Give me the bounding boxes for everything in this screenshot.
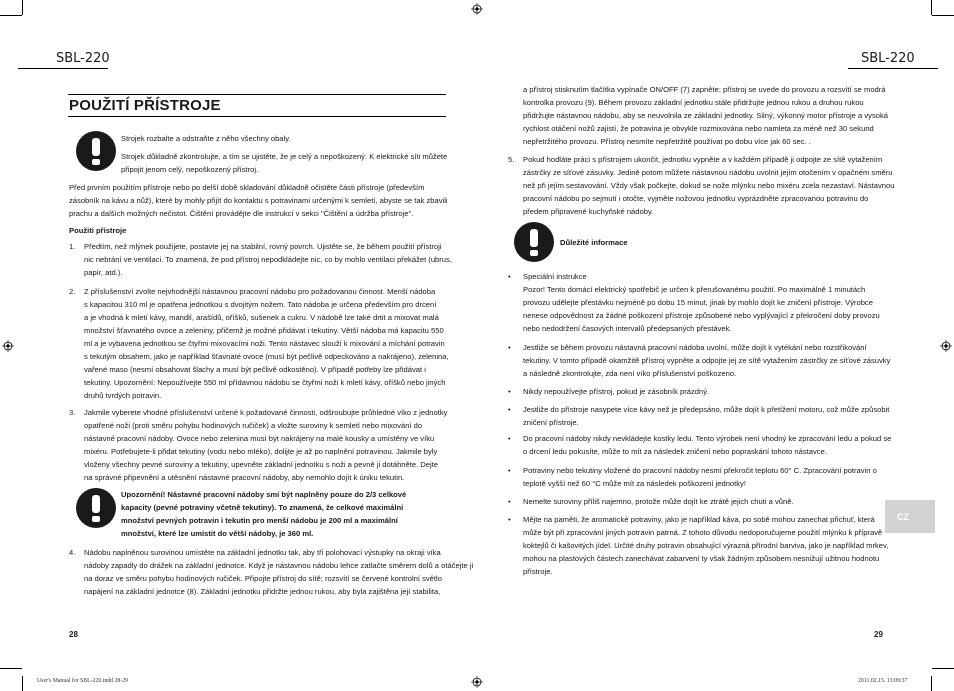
bullet-line: Pozor! Tento domácí elektrický spotřebič je určen k přerušovanému použití. Po maximálně 1 minutách xyxy=(523,285,866,294)
step-line: papír, atd.). xyxy=(84,268,123,277)
warning-line: kapacity (pevné potraviny včetně tekutiny). To znamená, že celkové maximální xyxy=(121,503,404,512)
step-line: nástavné pracovní nádoby. Ovoce nebo zelenina musí být nakrájeny na malé kousky a umístěny ve víku xyxy=(84,434,435,443)
step-line: s tekutým obsahem, jako je například šťavnaté ovoce (musí být pečlivě odpeckováno a nakrájeno), zelenina, xyxy=(84,352,449,361)
bullet-line: Jestliže se během provozu nástavná pracovní nádoba uvolní, může dojít k vytékání nebo rozstřikování xyxy=(523,343,867,352)
bullet: • xyxy=(508,434,511,443)
bullet-line: zničení přístroje. xyxy=(523,418,579,427)
bullet: • xyxy=(508,387,511,396)
step-number: 2. xyxy=(69,287,76,296)
intro-line: Strojek rozbalte a odstraňte z něho všechny obaly. xyxy=(121,134,291,143)
registration-mark-icon xyxy=(471,3,483,15)
registration-mark-icon xyxy=(471,676,483,688)
model-name-right: SBL-220 xyxy=(861,51,915,66)
step-line: Předtím, než mlýnek použijete, postavte jej na stabilní, rovný povrch. Ujistěte se, že během použití přístroji xyxy=(84,242,442,251)
model-name-left: SBL-220 xyxy=(56,51,110,66)
bullet-line: tekutiny. V tomto případě okamžitě přístroj vypněte a odpojte jej ze sítě vytažením zástrčky ze síťové zásuvky xyxy=(523,356,891,365)
step-line: ml a je vybavena jednotkou se čtyřmi mixovacími noži. Tento nástavec slouží k mixování a míchání potravin xyxy=(84,339,445,348)
bullet-line: a následně zkontrolujte, zda není víko příslušenství poškozeno. xyxy=(523,369,737,378)
warning-icon xyxy=(76,131,116,171)
step-line: s kapacitou 310 ml je opatřena jednotkou s dvojitým nožem. Tato nádoba je určena především pro drcení xyxy=(84,300,437,309)
bullet-line: přístroje. xyxy=(523,567,553,576)
step-line: Pokud hodláte práci s přístrojem ukončit, jednotku vypněte a v každém případě ji odpojte ze sítě vytažením xyxy=(523,155,883,164)
warning-icon xyxy=(76,488,116,528)
warning-line: množství, které lze umístit do větší nádoby, je 360 ml. xyxy=(121,529,314,538)
step-line: napájení na základní jednotce (8). Základní jednotku přidržte jednou rukou, aby byla zajištěna její stabilita, xyxy=(84,587,441,596)
bullet-line: provozu udělejte přestávku nejméně po dobu 15 minut, jinak by mohlo dojít ke zničení přístroje. Výrobce xyxy=(523,298,873,307)
bullet-line: Nikdy nepoužívejte přístroj, pokud je zásobník prázdný. xyxy=(523,387,710,396)
warning-icon xyxy=(514,222,554,262)
bullet-line: koktejlů či kašovitých jídel. Určité druhy potravin obsahující výrazná přírodní barviva, jako je například mrkev, xyxy=(523,541,889,550)
footer-file-info: User's Manual for SBL-220.indd 28-29 xyxy=(37,678,129,684)
registration-mark-icon xyxy=(940,340,952,352)
step-line: pracovní nádobu po sejmutí i otočte, vyjměte nožovou jednotku vyprázdněte zpracovanou potravinu do xyxy=(523,194,869,203)
registration-mark-icon xyxy=(2,340,14,352)
step-number: 3. xyxy=(69,408,76,417)
warning-line: Upozornění! Nástavné pracovní nádoby smí být naplněny pouze do 2/3 celkové xyxy=(121,490,407,499)
bullet-line: teplotě vyšší než 60 °C může mít za následek poškození jednotky! xyxy=(523,479,746,488)
step-number: 1. xyxy=(69,242,76,251)
intro-line: připojit jenom celý, nepoškozený přístroj. xyxy=(121,165,259,174)
crop-mark xyxy=(932,668,954,669)
page-number-right: 29 xyxy=(874,630,883,639)
step-line: vařené maso (nesmí obsahovat šlachy a musí být pečlivě odkostěno). V případě potřeby lze přidávat i xyxy=(84,365,426,374)
bullet-line: o drcení ledu pokusíte, může to mít za následek zničení nebo popraskání tohoto nástavce. xyxy=(523,447,827,456)
crop-mark xyxy=(0,668,22,669)
header-rule-right xyxy=(848,68,938,69)
continued-line: kontrolka provozu (9). Během provozu základní jednotku stále přidržujte jednou rukou a druhou rukou xyxy=(523,98,864,107)
crop-mark xyxy=(0,15,22,16)
step-line: a je vhodná k mletí kávy, mandlí, arašídů, oříšků, sušenek a cukru. V nádobě lze také drtit a mixovat malá xyxy=(84,313,439,322)
important-heading: Důležité informace xyxy=(560,238,628,247)
bullet-line: Mějte na paměti, že aromatické potraviny, jako je například káva, po sobě mohou zanechat přichuť, která xyxy=(523,515,875,524)
bullet: • xyxy=(508,497,511,506)
step-line: zástrčky ze síťové zásuvky. Jedině potom můžete nástavnou nádobu uvolnit jejím otočením v opačném směru xyxy=(523,168,893,177)
usage-heading: Použití přístroje xyxy=(69,226,127,235)
header-rule-left xyxy=(18,68,108,69)
bullet-line: Potraviny nebo tekutiny vložené do pracovní nádoby nesmí překročit teplotu 60° C. Zpracování potravin o xyxy=(523,466,877,475)
continued-line: a přístroj stisknutím tlačítka vypínače ON/OFF (7) zapněte; přístroj se uvede do provozu a rozsvítí se modrá xyxy=(523,85,886,94)
step-line: na správné připevnění a utěsnění nástavné pracovní nádoby, aby nemohlo dojít k úniku tekutin. xyxy=(84,473,405,482)
bullet-line: Do pracovní nádoby nikdy nevkládejte kostky ledu. Tento výrobek není vhodný ke zpracování ledu a pokud se xyxy=(523,434,892,443)
bullet: • xyxy=(508,272,511,281)
bullet: • xyxy=(508,405,511,414)
step-line: druhů tvrdých potravin. xyxy=(84,391,162,400)
step-line: vloženy všechny pevné suroviny a tekutiny, upevněte základní jednotku s noži a pevně ji dotáhněte. Dejte xyxy=(84,460,439,469)
before-use-line: zásobník na kávu a nůž), které by mohly přijít do kontaktu s potravinami určenými k semletí, abyste se tak zbavili xyxy=(69,196,448,205)
step-line: množství šťavnatého ovoce a zeleniny, přičemž je možné přidávat i tekutiny. Větší nádoba má kapacitu 550 xyxy=(84,326,444,335)
bullet-line: Jestliže do přístroje nasypete více kávy než je předepsáno, může dojít k přetížení motoru, což může způsobit xyxy=(523,405,890,414)
crop-mark xyxy=(931,676,932,691)
bullet: • xyxy=(508,466,511,475)
crop-mark xyxy=(22,676,23,691)
before-use-line: Před prvním použitím přístroje nebo po delší době skladování důkladně očistěte části přístroje (především xyxy=(69,183,425,192)
bullet-line: Nemelte suroviny příliš najemno, protože může dojít ke ztrátě jejich chuti a vůně. xyxy=(523,497,794,506)
crop-mark xyxy=(22,0,23,15)
crop-mark xyxy=(932,15,954,16)
page-title: POUŽITÍ PŘÍSTROJE xyxy=(69,97,221,114)
step-line: nádoby zapadly do drážek na základní jednotce. Když je nástavnou nádobu lehce zatlačte směrem dolů a otáčejte ji xyxy=(84,561,474,570)
bullet-line: mohou na plastových částech zanechávat zabarvení ty však žádným způsobem nesnižují užitnou hodnotu xyxy=(523,554,880,563)
continued-line: nepřetržitého provozu. Přístroj nesmíte nepřetržitě používat po dobu více jak 60 sec. . xyxy=(523,137,811,146)
step-line: na doraz ve směru pohybu hodinových ručiček. Připojte přístroj do sítě; rozsvítí se červené kontrolní světlo xyxy=(84,574,442,583)
page-number-left: 28 xyxy=(69,630,78,639)
warning-line: množství pevných potravin i tekutin pro menší nádobu je 200 ml a maximální xyxy=(121,516,398,525)
continued-line: přidržujte nástavnou nádobu, aby se neuvolnila ze základní jednotky. Silný, výkonný motor přístroje a vysoká xyxy=(523,111,888,120)
bullet-line: nenese odpovědnost za žádné poškození přístroje způsobené nebo vyplývající z překročení doby provozu xyxy=(523,311,880,320)
bullet-line: může být při zpracování jiných potravin patrná. Z tohoto důvodu nedoporučujeme použití mlýnku k přípravě xyxy=(523,528,883,537)
step-number: 5. xyxy=(508,155,515,164)
step-line: Jakmile vyberete vhodné příslušenství určené k požadované činnosti, odšroubujte průhledné víko z jednotky xyxy=(84,408,448,417)
title-rule-bottom xyxy=(68,116,446,117)
step-line: než při jejím sestavování. Vždy však počkejte, dokud se nože mlýnku nebo mixéru zcela nezastaví. Nástavnou xyxy=(523,181,895,190)
intro-line: Strojek důkladně zkontrolujte, a tím se ujistěte, že je celý a nepoškozený. K elektrické síti můžete xyxy=(121,152,448,161)
title-rule-top xyxy=(68,94,446,95)
crop-mark xyxy=(931,0,932,15)
step-line: Z příslušenství zvolte nejvhodnější nástavnou pracovní nádobu pro požadovanou činnost. Menší nádoba xyxy=(84,287,436,296)
step-number: 4. xyxy=(69,548,76,557)
step-line: předem připravené kuchyňské nádoby. xyxy=(523,207,654,216)
bullet: • xyxy=(508,515,511,524)
footer-timestamp: 2011.02.15. 13:09:37 xyxy=(858,678,908,684)
bullet-line: nebo nedodržení časových intervalů předepsaných přestávek. xyxy=(523,324,732,333)
step-line: nic nebrání ve ventilaci. To znamená, že pod přístroj nepodkládejte nic, co by mohlo ventilaci překážet (ubrus, xyxy=(84,255,452,264)
bullet-line: Speciální instrukce xyxy=(523,272,587,281)
continued-line: rychlost otáčení nožů zajistí, že potravina je obvykle rozmixována nebo namleta za méně než 30 sekund xyxy=(523,124,874,133)
bullet: • xyxy=(508,343,511,352)
step-line: Nádobu naplněnou surovinou umístěte na základní jednotku tak, aby tři polohovací výstupky na okraji víka xyxy=(84,548,441,557)
before-use-line: prachu a dalších možných nečistot. Čištění provádějte dle instrukcí v sekci "Čištění a údržba přístroje". xyxy=(69,209,414,218)
step-line: mixéru. Potřebujete-li přidat tekutiny (vodu nebo mléko), dolijte je až po naplnění potravinou. Jakmile byly xyxy=(84,447,438,456)
language-tab-cz: CZ xyxy=(885,500,935,533)
step-line: tekutiny. Upozornění: Nepoužívejte 550 ml přídavnou nádobu se čtyřmi noži k mletí kávy, oříšků nebo jiných xyxy=(84,378,446,387)
step-line: opatřené noži (proti směru pohybu hodinových ručiček) a vložte suroviny k semletí nebo mixování do xyxy=(84,421,423,430)
